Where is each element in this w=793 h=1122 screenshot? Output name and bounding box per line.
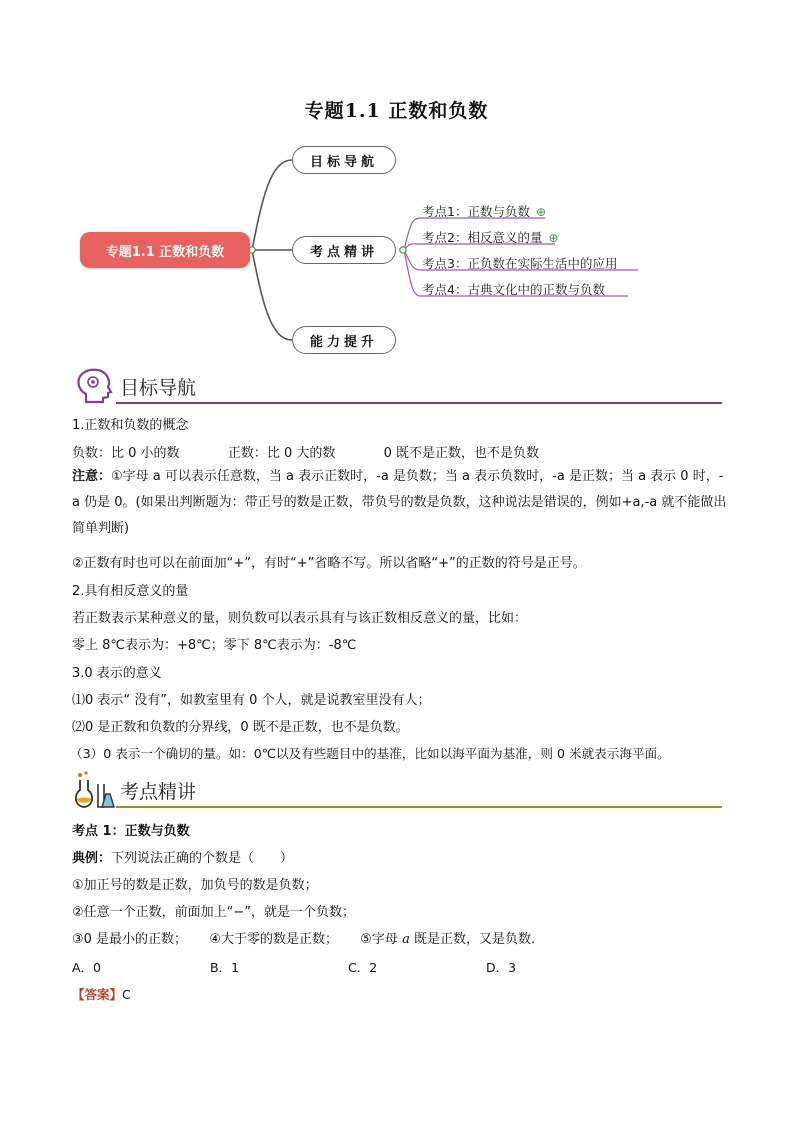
section-header-points <box>72 770 722 810</box>
mindmap-leaf-3[interactable]: 考点3：正负数在实际生活中的应用 <box>422 256 618 271</box>
statement-4: ④大于零的数是正数； <box>209 932 338 947</box>
opposite-quantity-text: 若正数表示某种意义的量，则负数可以表示具有与该正数相反意义的量，比如： <box>72 611 528 626</box>
expand-icon[interactable]: ⊕ <box>548 231 559 245</box>
mindmap-leaf-1-label: 考点1：正数与负数 <box>422 204 530 219</box>
document-title: 专题1.1 正数和负数 <box>304 100 489 122</box>
point-1-heading: 考点 1：正数与负数 <box>72 824 190 839</box>
mindmap-node-goal[interactable]: 目标导航 <box>292 146 396 174</box>
mindmap-leaf-4[interactable]: 考点4：古典文化中的正数与负数 <box>422 282 605 297</box>
mindmap-leaf-2[interactable] <box>422 228 559 246</box>
concept-heading: 1.正数和负数的概念 <box>72 418 189 433</box>
mindmap-root[interactable]: 专题1.1 正数和负数 <box>80 232 250 268</box>
statement-5: ⑤字母 a 既是正数，又是负数． <box>360 932 544 947</box>
example-label: 典例： <box>72 851 112 866</box>
answer-label: 【答案】 <box>72 987 123 1002</box>
zero-definition: 0 既不是正数，也不是负数 <box>383 446 540 461</box>
negative-definition: 负数：比 0 小的数 <box>72 446 180 461</box>
flask-icon <box>72 770 116 810</box>
section-title: 目标导航 <box>120 377 197 399</box>
option-c[interactable]: C．2 <box>348 960 378 975</box>
section-header-goal <box>72 366 722 406</box>
positive-definition: 正数：比 0 大的数 <box>227 446 336 461</box>
plus-sign-note: ②正数有时也可以在前面加“+”，有时“+”省略不写。所以省略“+”的正数的符号是正号。 <box>72 556 586 571</box>
answer-value: C <box>122 987 131 1002</box>
example-question <box>72 847 727 866</box>
zero-meaning-1: ⑴0 表示“ 没有”，如教室里有 0 个人，就是说教室里没有人； <box>72 693 431 708</box>
connector-goal <box>252 160 292 250</box>
section-title: 考点精讲 <box>120 781 197 803</box>
definition-row <box>72 442 727 461</box>
option-d[interactable]: D．3 <box>486 960 517 975</box>
zero-meaning-3: （3）0 表示一个确切的量。如：0℃以及有些题目中的基准，比如以海平面为基准，则 0 米就表示海平面。 <box>70 746 670 761</box>
zero-meaning-2: ⑵0 是正数和负数的分界线，0 既不是正数，也不是负数。 <box>72 720 409 735</box>
note-text: ①字母 a 可以表示任意数，当 a 表示正数时，-a 是负数；当 a 表示负数时，-a 是正数；当 a 表示 0 时，-a 仍是 0。(如果出判断题为：带正号的数是正数，带负号的数是负数，这种说法是错误的，例如+a,-a 就不能做出简单判断) <box>72 469 727 536</box>
statement-2: ②任意一个正数，前面加上“−”，就是一个负数； <box>72 905 356 920</box>
mindmap-node-points[interactable]: 考点精讲 <box>292 236 396 264</box>
section-underline <box>116 806 722 808</box>
answer-line <box>72 985 131 1003</box>
option-b[interactable]: B．1 <box>210 960 240 975</box>
connector-ability <box>252 250 292 340</box>
points-joint <box>400 247 406 253</box>
example-text: 下列说法正确的个数是（ ） <box>111 851 294 866</box>
note-label: 注意： <box>72 469 112 484</box>
expand-icon[interactable]: ⊕ <box>535 205 547 219</box>
statement-1: ①加正号的数是正数，加负号的数是负数； <box>72 878 318 893</box>
temperature-example: 零上 8℃表示为：+8℃；零下 8℃表示为：-8℃ <box>72 638 357 653</box>
mindmap-node-ability[interactable]: 能力提升 <box>292 326 396 354</box>
statement-3: ③0 是最小的正数； <box>72 932 188 947</box>
mindmap-leaf-1[interactable] <box>422 202 546 220</box>
head-brain-icon <box>72 366 116 406</box>
zero-meaning-heading: 3.0 表示的意义 <box>72 666 162 681</box>
section-underline <box>116 402 722 404</box>
opposite-quantity-heading: 2.具有相反意义的量 <box>72 584 189 599</box>
mindmap-leaf-2-label: 考点2：相反意义的量 <box>422 230 543 245</box>
option-a[interactable]: A．0 <box>72 960 102 975</box>
statement-row <box>72 928 727 947</box>
note-paragraph <box>72 464 727 542</box>
